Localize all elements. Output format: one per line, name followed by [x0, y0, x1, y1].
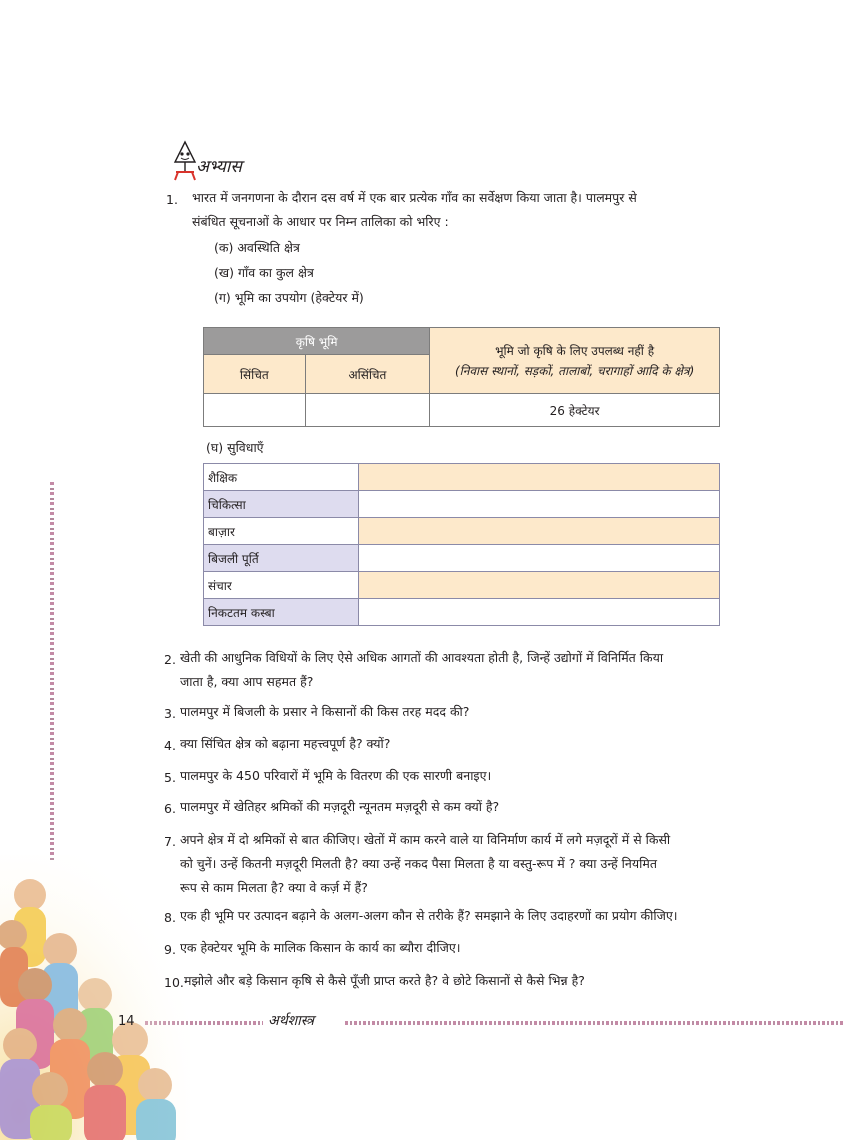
question-line: एक ही भूमि पर उत्पादन बढ़ाने के अलग-अलग कौन से तरीके हैं? समझाने के लिए उदाहरणों का प्रयोग कीजिए।: [180, 908, 678, 923]
facility-value-cell[interactable]: [359, 491, 720, 518]
question-1-line: संबंधित सूचनाओं के आधार पर निम्न तालिका को भरिए :: [192, 214, 449, 229]
question-number: 1.: [166, 192, 178, 207]
question-line: क्या सिंचित क्षेत्र को बढ़ाना महत्त्वपूर्ण है? क्यों?: [180, 736, 391, 751]
footer-decorative-border-right: [345, 1021, 845, 1025]
facility-label: शैक्षिक: [204, 464, 359, 491]
question-line: खेती की आधुनिक विधियों के लिए ऐसे अधिक आगतों की आवश्यता होती है, जिन्हें उद्योगों में विनिर्मित किया: [180, 650, 664, 665]
question-line: जाता है, क्या आप सहमत हैं?: [180, 674, 314, 689]
crowd-illustration: [0, 855, 190, 1140]
question-line: पालमपुर में बिजली के प्रसार ने किसानों की किस तरह मदद की?: [180, 704, 470, 719]
facility-value-cell[interactable]: [359, 545, 720, 572]
question-number: 2.: [164, 652, 176, 667]
question-line: रूप से काम मिलता है? क्या वे कर्ज़ में हैं?: [180, 880, 368, 895]
facility-value-cell[interactable]: [359, 518, 720, 545]
left-decorative-border: [50, 482, 54, 862]
question-line: अपने क्षेत्र में दो श्रमिकों से बात कीजिए। खेतों में काम करने वाले या विनिर्माण कार्य में लगे मज़दूरों में से किसी: [180, 832, 671, 847]
question-1-line: भारत में जनगणना के दौरान दस वर्ष में एक बार प्रत्येक गाँव का सर्वेक्षण किया जाता है। पालमपुर से: [192, 190, 637, 205]
question-number: 3.: [164, 706, 176, 721]
question-number: 5.: [164, 770, 176, 785]
question-number: 8.: [164, 910, 176, 925]
question-1-item: (ग) भूमि का उपयोग (हेक्टेयर में): [214, 290, 364, 305]
question-number: 9.: [164, 942, 176, 957]
facility-label: चिकित्सा: [204, 491, 359, 518]
question-number: 4.: [164, 738, 176, 753]
unirrigated-header: असिंचित: [305, 355, 430, 394]
section-heading: अभ्यास: [196, 157, 242, 177]
question-1-item: (क) अवस्थिति क्षेत्र: [214, 240, 300, 255]
question-number: 10.: [164, 975, 184, 990]
non-agricultural-land-header: [430, 328, 720, 394]
non-agricultural-value-cell: 26 हेक्टेयर: [430, 394, 720, 427]
question-number: 6.: [164, 801, 176, 816]
question-number: 7.: [164, 834, 176, 849]
question-line: पालमपुर के 450 परिवारों में भूमि के वितरण की एक सारणी बनाइए।: [180, 768, 492, 783]
facility-value-cell[interactable]: [359, 464, 720, 491]
facility-value-cell[interactable]: [359, 599, 720, 626]
question-line: पालमपुर में खेतिहर श्रमिकों की मज़दूरी न्यूनतम मज़दूरी से कम क्यों है?: [180, 799, 500, 814]
facilities-table: [203, 463, 720, 626]
unirrigated-value-cell[interactable]: [305, 394, 430, 427]
question-line: को चुनें। उन्हें कितनी मज़दूरी मिलती है? क्या उन्हें नकद पैसा मिलता है या वस्तु-रूप में ? क्या उन्हें नियमित: [180, 856, 657, 871]
land-use-table: [203, 327, 720, 427]
irrigated-header: सिंचित: [204, 355, 306, 394]
facility-label: निकटतम कस्बा: [204, 599, 359, 626]
facility-value-cell[interactable]: [359, 572, 720, 599]
question-line: मझोले और बड़े किसान कृषि से कैसे पूँजी प्राप्त करते है? वे छोटे किसानों से कैसे भिन्न है?: [184, 973, 585, 988]
facilities-title: (घ) सुविधाएँ: [206, 440, 264, 455]
question-1-item: (ख) गाँव का कुल क्षेत्र: [214, 265, 314, 280]
non-agricultural-header-line: भूमि जो कृषि के लिए उपलब्ध नहीं है: [495, 344, 655, 358]
book-title: अर्थशास्त्र: [268, 1013, 314, 1029]
agricultural-land-header: कृषि भूमि: [204, 328, 430, 355]
exercise-mascot-icon: [172, 140, 198, 182]
irrigated-value-cell[interactable]: [204, 394, 306, 427]
question-line: एक हेक्टेयर भूमि के मालिक किसान के कार्य का ब्यौरा दीजिए।: [180, 940, 461, 955]
non-agricultural-header-note: (निवास स्थानों, सड़कों, तालाबों, चरागाहों आदि के क्षेत्र): [454, 364, 695, 378]
facility-label: संचार: [204, 572, 359, 599]
page-number: 14: [118, 1014, 135, 1029]
facility-label: बाज़ार: [204, 518, 359, 545]
facility-label: बिजली पूर्ति: [204, 545, 359, 572]
